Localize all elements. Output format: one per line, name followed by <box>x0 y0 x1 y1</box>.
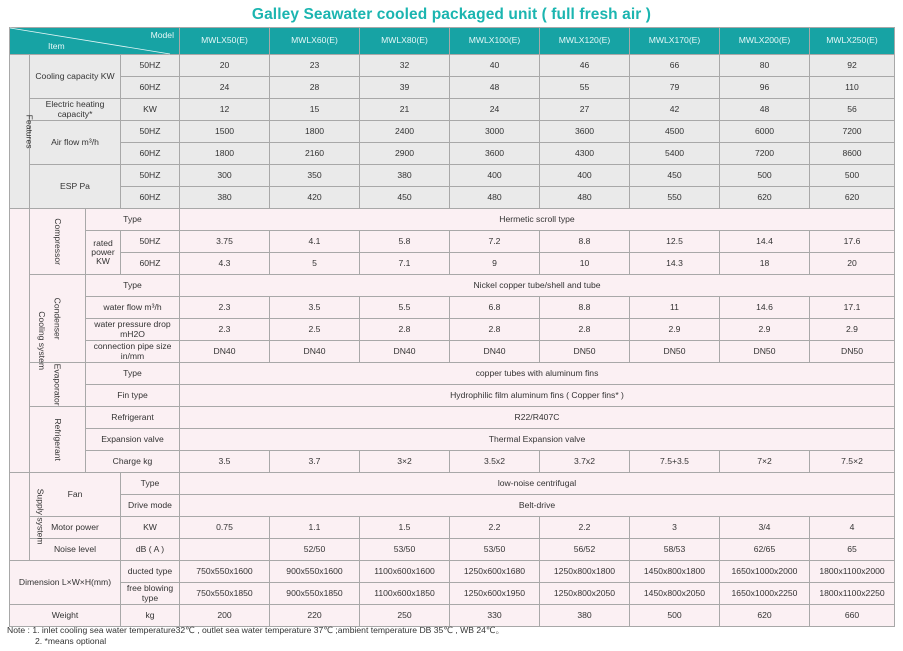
table-row <box>10 121 895 143</box>
model-label: Model <box>150 30 174 40</box>
cell: 450 <box>630 165 720 187</box>
cell: 6000 <box>720 121 810 143</box>
cell: 380 <box>540 605 630 627</box>
cell: 1800x1100x2250 <box>810 583 895 605</box>
row-sublabel: 50HZ <box>121 121 180 143</box>
cell: 5.8 <box>360 231 450 253</box>
spec-table <box>9 27 895 627</box>
row-sublabel: 60HZ <box>121 143 180 165</box>
table-row <box>10 517 895 539</box>
table-row <box>10 77 895 99</box>
cell: 4.3 <box>180 253 270 275</box>
cell: 8600 <box>810 143 895 165</box>
cell: 10 <box>540 253 630 275</box>
cell: 1100x600x1850 <box>360 583 450 605</box>
table-row <box>10 605 895 627</box>
row-sublabel: 60HZ <box>121 187 180 209</box>
cell: 400 <box>540 165 630 187</box>
header-row <box>10 28 895 55</box>
cell: 500 <box>720 165 810 187</box>
cell: 40 <box>450 55 540 77</box>
cell: 3 <box>630 517 720 539</box>
cell: 2900 <box>360 143 450 165</box>
cell: 6.8 <box>450 297 540 319</box>
span-cell: Nickel copper tube/shell and tube <box>180 275 895 297</box>
cell: 5 <box>270 253 360 275</box>
cell: 4.1 <box>270 231 360 253</box>
cell: 380 <box>180 187 270 209</box>
cell: 17.1 <box>810 297 895 319</box>
cell: 39 <box>360 77 450 99</box>
span-cell: Hydrophilic film aluminum fins ( Copper fins* ) <box>180 385 895 407</box>
table-row <box>10 429 895 451</box>
span-cell: Belt-drive <box>180 495 895 517</box>
row-sublabel: 50HZ <box>121 55 180 77</box>
cell: 14.3 <box>630 253 720 275</box>
cell: 5400 <box>630 143 720 165</box>
cell: 900x550x1850 <box>270 583 360 605</box>
cell: 24 <box>180 77 270 99</box>
model-header: MWLX80(E) <box>360 28 450 55</box>
cell: 96 <box>720 77 810 99</box>
corner-cell <box>10 28 180 55</box>
cell: 7200 <box>810 121 895 143</box>
note-line-1: Note : 1. inlet cooling sea water temperature32℃ , outlet sea water temperature 37℃ ;ambient temperature DB 35℃ , WB 24℃。 <box>7 625 505 635</box>
cell: 200 <box>180 605 270 627</box>
cell: 17.6 <box>810 231 895 253</box>
cell: 53/50 <box>450 539 540 561</box>
row-label: Fin type <box>86 385 180 407</box>
cell: 420 <box>270 187 360 209</box>
table-row <box>10 231 895 253</box>
cell: 5.5 <box>360 297 450 319</box>
cell: 1250x800x1800 <box>540 561 630 583</box>
cell: 1250x600x1950 <box>450 583 540 605</box>
cell: 7.1 <box>360 253 450 275</box>
cell: 110 <box>810 77 895 99</box>
cell: 65 <box>810 539 895 561</box>
cell: 2160 <box>270 143 360 165</box>
cell: 3.7x2 <box>540 451 630 473</box>
cell: 56/52 <box>540 539 630 561</box>
cell: 750x550x1600 <box>180 561 270 583</box>
cell: 1650x1000x2250 <box>720 583 810 605</box>
model-header: MWLX50(E) <box>180 28 270 55</box>
cell: DN50 <box>720 341 810 363</box>
row-label: Fan <box>30 473 121 517</box>
cell: 480 <box>450 187 540 209</box>
model-header: MWLX200(E) <box>720 28 810 55</box>
group-refrigerant: Refrigerant <box>30 407 86 473</box>
model-header: MWLX120(E) <box>540 28 630 55</box>
cell: 3.5 <box>270 297 360 319</box>
cell: DN50 <box>810 341 895 363</box>
table-row <box>10 187 895 209</box>
span-cell: Hermetic scroll type <box>180 209 895 231</box>
table-row <box>10 143 895 165</box>
cell: 21 <box>360 99 450 121</box>
row-sublabel: 60HZ <box>121 77 180 99</box>
table-row <box>10 275 895 297</box>
model-header: MWLX250(E) <box>810 28 895 55</box>
cell: 1450x800x2050 <box>630 583 720 605</box>
row-sublabel: dB ( A ) <box>121 539 180 561</box>
group-cooling-system: Cooling system <box>10 209 30 473</box>
cell: 8.8 <box>540 231 630 253</box>
cell: 48 <box>720 99 810 121</box>
cell: 250 <box>360 605 450 627</box>
cell: DN40 <box>180 341 270 363</box>
cell: 330 <box>450 605 540 627</box>
cell: 11 <box>630 297 720 319</box>
cell: 48 <box>450 77 540 99</box>
cell: 3.7 <box>270 451 360 473</box>
row-label: Electric heating capacity* <box>30 99 121 121</box>
cell: 3600 <box>540 121 630 143</box>
cell: 12.5 <box>630 231 720 253</box>
note-line-2: 2. *means optional <box>35 636 107 646</box>
table-row <box>10 495 895 517</box>
cell: 52/50 <box>270 539 360 561</box>
cell: 7.5+3.5 <box>630 451 720 473</box>
cell: 2.8 <box>360 319 450 341</box>
cell: 3/4 <box>720 517 810 539</box>
group-features: Features <box>10 55 30 209</box>
cell: 2.3 <box>180 297 270 319</box>
row-label: Charge kg <box>86 451 180 473</box>
span-cell: Thermal Expansion valve <box>180 429 895 451</box>
row-label: Type <box>86 363 180 385</box>
cell: 20 <box>810 253 895 275</box>
table-row <box>10 209 895 231</box>
cell: 660 <box>810 605 895 627</box>
table-row <box>10 297 895 319</box>
cell: 28 <box>270 77 360 99</box>
cell: 7.2 <box>450 231 540 253</box>
cell: 18 <box>720 253 810 275</box>
table-row <box>10 451 895 473</box>
model-header: MWLX60(E) <box>270 28 360 55</box>
row-label: Motor power <box>30 517 121 539</box>
cell: 3×2 <box>360 451 450 473</box>
span-cell: low-noise centrifugal <box>180 473 895 495</box>
cell: 80 <box>720 55 810 77</box>
group-compressor: Compressor <box>30 209 86 275</box>
cell: 55 <box>540 77 630 99</box>
row-label: water pressure drop mH2O <box>86 319 180 341</box>
table-row <box>10 363 895 385</box>
group-condenser: Condenser <box>30 275 86 363</box>
cell: 0.75 <box>180 517 270 539</box>
cell: 1500 <box>180 121 270 143</box>
span-cell: copper tubes with aluminum fins <box>180 363 895 385</box>
cell: 1250x600x1680 <box>450 561 540 583</box>
cell: 58/53 <box>630 539 720 561</box>
cell: 2.3 <box>180 319 270 341</box>
row-label: Expansion valve <box>86 429 180 451</box>
table-row <box>10 55 895 77</box>
cell: 1100x600x1600 <box>360 561 450 583</box>
cell: 1800x1100x2000 <box>810 561 895 583</box>
cell: 2.9 <box>810 319 895 341</box>
cell: 4 <box>810 517 895 539</box>
cell: 3600 <box>450 143 540 165</box>
cell: 1800 <box>180 143 270 165</box>
group-evaporator: Evaporator <box>30 363 86 407</box>
row-label: Cooling capacity KW <box>30 55 121 99</box>
table-row <box>10 385 895 407</box>
cell: 620 <box>720 605 810 627</box>
cell: 20 <box>180 55 270 77</box>
row-label: Type <box>86 275 180 297</box>
row-sublabel: 50HZ <box>121 231 180 253</box>
cell: 1650x1000x2000 <box>720 561 810 583</box>
cell: 62/65 <box>720 539 810 561</box>
cell: DN50 <box>630 341 720 363</box>
cell: 8.8 <box>540 297 630 319</box>
row-label: Refrigerant <box>86 407 180 429</box>
row-label: ESP Pa <box>30 165 121 209</box>
row-sublabel: KW <box>121 517 180 539</box>
cell: 9 <box>450 253 540 275</box>
cell: 620 <box>810 187 895 209</box>
cell: DN40 <box>270 341 360 363</box>
cell: 500 <box>810 165 895 187</box>
cell: 7×2 <box>720 451 810 473</box>
cell: 14.6 <box>720 297 810 319</box>
row-sublabel: 50HZ <box>121 165 180 187</box>
cell: 2.2 <box>540 517 630 539</box>
cell: 500 <box>630 605 720 627</box>
row-sublabel: Drive mode <box>121 495 180 517</box>
cell: 66 <box>630 55 720 77</box>
cell: 53/50 <box>360 539 450 561</box>
table-row <box>10 319 895 341</box>
cell: 1800 <box>270 121 360 143</box>
table-row <box>10 165 895 187</box>
cell: 350 <box>270 165 360 187</box>
cell: 27 <box>540 99 630 121</box>
cell: 3.5x2 <box>450 451 540 473</box>
item-label: Item <box>48 40 65 51</box>
cell: 23 <box>270 55 360 77</box>
model-header: MWLX100(E) <box>450 28 540 55</box>
row-label: Dimension L×W×H(mm) <box>10 561 121 605</box>
cell: 7.5×2 <box>810 451 895 473</box>
cell: 2400 <box>360 121 450 143</box>
table-row <box>10 473 895 495</box>
cell: 32 <box>360 55 450 77</box>
cell: 2.9 <box>630 319 720 341</box>
cell: 4500 <box>630 121 720 143</box>
table-row <box>10 407 895 429</box>
row-sublabel: kg <box>121 605 180 627</box>
cell <box>180 539 270 561</box>
cell: DN40 <box>450 341 540 363</box>
cell: 79 <box>630 77 720 99</box>
cell: 450 <box>360 187 450 209</box>
row-label: Type <box>86 209 180 231</box>
cell: 480 <box>540 187 630 209</box>
table-row <box>10 583 895 605</box>
notes <box>7 625 504 647</box>
cell: 900x550x1600 <box>270 561 360 583</box>
row-sublabel: KW <box>121 99 180 121</box>
model-header: MWLX170(E) <box>630 28 720 55</box>
cell: 12 <box>180 99 270 121</box>
row-label: water flow m³/h <box>86 297 180 319</box>
cell: 2.5 <box>270 319 360 341</box>
table-row <box>10 341 895 363</box>
cell: 42 <box>630 99 720 121</box>
cell: 1.1 <box>270 517 360 539</box>
row-sublabel: 60HZ <box>121 253 180 275</box>
row-label: Weight <box>10 605 121 627</box>
cell: 400 <box>450 165 540 187</box>
row-label: Air flow m³/h <box>30 121 121 165</box>
table-row <box>10 561 895 583</box>
row-label: connection pipe size in/mm <box>86 341 180 363</box>
cell: 1450x800x1800 <box>630 561 720 583</box>
cell: 14.4 <box>720 231 810 253</box>
span-cell: R22/R407C <box>180 407 895 429</box>
cell: 220 <box>270 605 360 627</box>
row-label: rated power KW <box>86 231 121 275</box>
table-row <box>10 99 895 121</box>
cell: 7200 <box>720 143 810 165</box>
table-row <box>10 539 895 561</box>
cell: 2.8 <box>540 319 630 341</box>
page-title: Galley Seawater cooled packaged unit ( full fresh air ) <box>251 6 652 23</box>
row-sublabel: free blowing type <box>121 583 180 605</box>
group-supply-system: Supply system <box>10 473 30 561</box>
cell: 3.5 <box>180 451 270 473</box>
cell: 46 <box>540 55 630 77</box>
cell: 620 <box>720 187 810 209</box>
cell: 750x550x1850 <box>180 583 270 605</box>
row-sublabel: ducted type <box>121 561 180 583</box>
row-sublabel: Type <box>121 473 180 495</box>
cell: 2.9 <box>720 319 810 341</box>
table-row <box>10 253 895 275</box>
cell: 3.75 <box>180 231 270 253</box>
cell: 380 <box>360 165 450 187</box>
cell: 1.5 <box>360 517 450 539</box>
cell: 2.8 <box>450 319 540 341</box>
row-label: Noise level <box>30 539 121 561</box>
cell: 24 <box>450 99 540 121</box>
cell: 2.2 <box>450 517 540 539</box>
cell: 4300 <box>540 143 630 165</box>
corner-diagonal <box>10 28 170 54</box>
cell: DN50 <box>540 341 630 363</box>
cell: 550 <box>630 187 720 209</box>
cell: 1250x800x2050 <box>540 583 630 605</box>
cell: 92 <box>810 55 895 77</box>
cell: 56 <box>810 99 895 121</box>
cell: DN40 <box>360 341 450 363</box>
cell: 15 <box>270 99 360 121</box>
cell: 3000 <box>450 121 540 143</box>
cell: 300 <box>180 165 270 187</box>
